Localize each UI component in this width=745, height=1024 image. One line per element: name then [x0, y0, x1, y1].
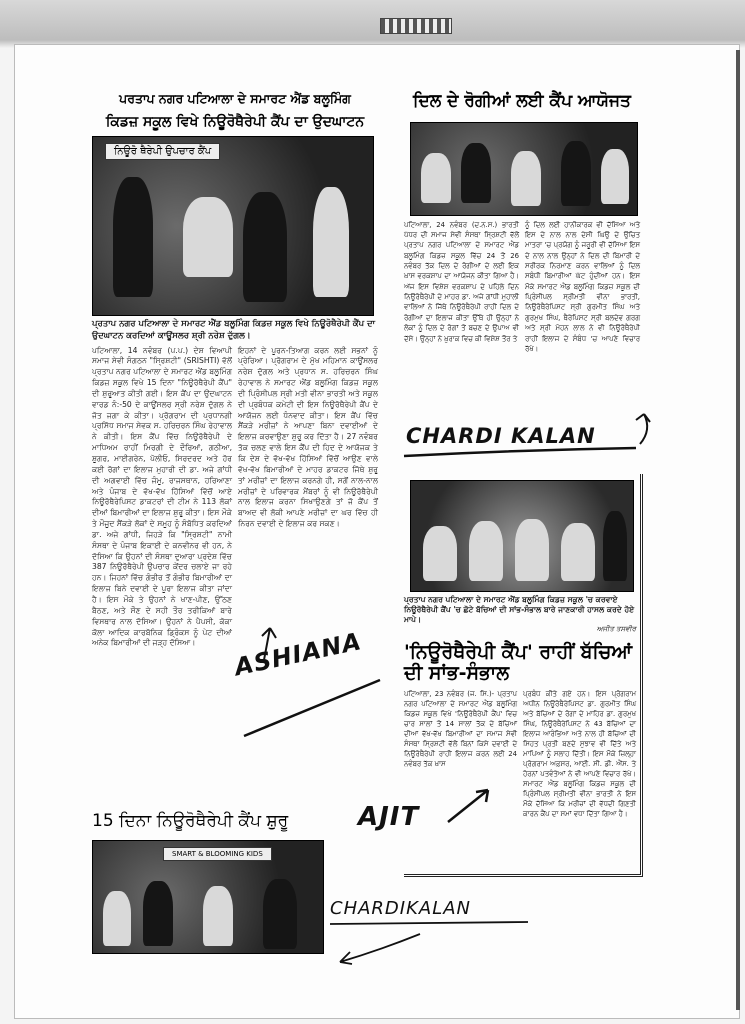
- article-1-caption: ਪ੍ਰਤਾਪ ਨਗਰ ਪਟਿਆਲਾ ਦੇ ਸਮਾਰਟ ਐਂਡ ਬਲੂਮਿੰਗ ਕਿਡਜ਼ ਸਕੂਲ ਵਿਖੇ ਨਿਊਰੋਥੈਰੇਪੀ ਕੈਂਪ ਦਾ ਉਦਘਾਟਨ ਕਰਦਿਆਂ ਕਾਊਂਸਲਰ ਸ਼੍ਰੀ ਨਰੇਸ਼ ਦੁੱਗਲ।: [92, 319, 376, 341]
- article-2-column-1: ਪਟਿਆਲਾ, 24 ਨਵੰਬਰ (ਦ.ਨ.ਸ.) ਭਾਰਤੀ ਪੱਧਰ ਦੀ ਸਮਾਜ ਸੇਵੀ ਸੰਸਥਾ ਸ੍ਰਿਸ਼ਟੀ ਵੱਲੋਂ ਪ੍ਰਤਾਪ ਨਗਰ ਪਟਿਆਲਾ ਦੇ ਸਮਾਰਟ ਐਂਡ ਬਲੂਮਿੰਗ ਕਿਡਜ਼ ਸਕੂਲ ਵਿੱਚ 24 ਤੋਂ 26 ਨਵੰਬਰ ਤੱਕ ਦਿਲ ਦੇ ਰੋਗੀਆਂ ਦੇ ਲਈ ਇਕ ਖ਼ਾਸ ਵਰਕਸ਼ਾਪ ਦਾ ਆਯੋਜਨ ਕੀਤਾ ਗਿਆ ਹੈ। ਅੱਜ ਇਸ ਵਿਸ਼ੇਸ਼ ਵਰਕਸ਼ਾਪ ਦੇ ਪਹਿਲੇ ਦਿਨ ਨਿਊਰੋਥੈਰੇਪੀ ਦੇ ਮਾਹਰ ਡਾ. ਅਜੇ ਗਾਂਧੀ ਮੁਹਾਲੀ ਵਾਲਿਆਂ ਨੇ ਜਿੱਥੇ ਨਿਊਰੋਥੈਰੇਪੀ ਰਾਹੀਂ ਦਿਲ ਦੇ ਰੋਗੀਆਂ ਦਾ ਇਲਾਜ ਕੀਤਾ ਉੱਥੇ ਹੀ ਉਨ੍ਹਾਂ ਨੇ ਲੋਕਾਂ ਨੂੰ ਦਿਲ ਦੇ ਰੋਗਾਂ ਤੋਂ ਬਚਣ ਦੇ ਉਪਾਅ ਵੀ ਦੱਸੇ। ਉਨ੍ਹਾਂ ਨੇ ਖ਼ੁਰਾਕ ਵਿਚ ਕੀ ਵਿਸ਼ੇਸ਼ ਤੌਰ ਤੇ: [404, 220, 519, 343]
- article-1-body: [92, 346, 378, 650]
- handwritten-label-ashiana: ASHIANA: [232, 627, 365, 682]
- photo-person: [103, 891, 131, 946]
- article-1-column-1: ਪਟਿਆਲਾ, 14 ਨਵੰਬਰ (ਪ.ਪ.) ਦੇਸ਼ ਵਿਆਪੀ ਸਮਾਜ ਸੇਵੀ ਸੰਗਠਨ "ਸ੍ਰਿਸ਼ਟੀ" (SRISHTI) ਵੱਲੋਂ ਪ੍ਰਤਾਪ ਨਗਰ ਪਟਿਆਲਾ ਦੇ ਸਮਾਰਟ ਐਂਡ ਬਲੂਮਿੰਗ ਕਿਡਜ਼ ਸਕੂਲ ਵਿਖੇ 15 ਦਿਨਾ "ਨਿਊਰੋਥੈਰੇਪੀ ਕੈਂਪ" ਦੀ ਸ਼ੁਰੂਆਤ ਕੀਤੀ ਗਈ। ਇਸ ਕੈਂਪ ਦਾ ਉਦਘਾਟਨ ਵਾਰਡ ਨੰ:-50 ਦੇ ਕਾਊਂਸਲਰ ਸ੍ਰੀ ਨਰੇਸ਼ ਦੁੱਗਲ ਨੇ ਜੋਤ ਜਗਾ ਕੇ ਕੀਤਾ। ਪ੍ਰੋਗਰਾਮ ਦੀ ਪ੍ਰਧਾਨਗੀ ਪ੍ਰਸਿੱਧ ਸਮਾਜ ਸੇਵਕ ਸ. ਹਰਿਚਰਨ ਸਿੰਘ ਰੇਹਾਵਾਲ ਨੇ ਕੀਤੀ। ਇਸ ਕੈਂਪ ਵਿੱਚ ਨਿਊਰੋਥੈਰੇਪੀ ਦੇ ਮਾਧਿਅਮ ਰਾਹੀਂ ਮਿਰਗੀ ਦੇ ਦੌਰਿਆਂ, ਗਠੀਆ, ਸ਼ੂਗਰ, ਮਾਈਗਰੇਨ, ਪੋਲੀਓ, ਸਿਰਦਰਦ ਅਤੇ ਹੋਰ ਕਈ ਰੋਗਾਂ ਦਾ ਇਲਾਜ ਮੁਹਾਰੀ ਦੀ ਡਾ. ਅਜੇ ਗਾਂਧੀ ਦੀ ਅਗਵਾਈ ਵਿੱਚ ਜੰਮੂ, ਰਾਜਸਥਾਨ, ਹਰਿਆਣਾ ਅਤੇ ਪੰਜਾਬ ਦੇ ਵੱਖ-ਵੱਖ ਹਿੱਸਿਆਂ ਵਿੱਚੋਂ ਆਏ ਨਿਊਰੋਥੈਰੇਪਿਸਟ ਡਾਕਟਰਾਂ ਦੀ ਟੀਮ ਨੇ 113 ਲੋਕਾਂ ਦੀਆਂ ਬਿਮਾਰੀਆਂ ਦਾ ਇਲਾਜ ਸ਼ੁਰੂ ਕੀਤਾ। ਇਸ ਮੌਕੇ ਤੇ ਮੌਜੂਦ ਸੈਂਕੜੇ ਲੋਕਾਂ ਦੇ ਸਮੂਹ ਨੂੰ ਸੰਬੋਧਿਤ ਕਰਦਿਆਂ ਡਾ. ਅਜੇ ਗਾਂਧੀ, ਜਿਹੜੇ ਕਿ "ਸ੍ਰਿਸ਼ਟੀ" ਨਾਮੀ ਸੰਸਥਾ ਦੇ ਪੰਜਾਬ ਇਕਾਈ ਦੇ ਕਨਵੀਨਰ ਵੀ ਹਨ, ਨੇ ਦੱਸਿਆ ਕਿ ਉਹਨਾਂ ਦੀ ਸੰਸਥਾ ਦੁਆਰਾ ਪ੍ਰਦੇਸ਼ ਵਿੱਚ 387 ਨਿਊਰੋਥੈਰੇਪੀ ਉਪਚਾਰ ਕੇਂਦਰ ਚਲਾਏ ਜਾ ਰਹੇ ਹਨ। ਜਿਹਨਾਂ ਵਿੱਚ ਗੰਭੀਰ ਤੋਂ ਗੰਭੀਰ ਬਿਮਾਰੀਆਂ ਦਾ ਇਲਾਜ ਬਿਨੇ ਦਵਾਈ ਦੇ ਪੂਰਾ ਇਲਾਜ ਕੀਤਾ ਜਾਂਦਾ ਹੈ। ਇਸ ਮੌਕੇ ਤੇ ਉਹਨਾਂ ਨੇ ਖਾਣ-ਪੀਣ, ਉੱਠਣ ਬੈਠਣ, ਅਤੇ ਸੌਣ ਦੇ ਸਹੀ ਤੌਰ ਤਰੀਕਿਆਂ ਬਾਰੇ ਵਿਸਥਾਰ ਨਾਲ ਦੱਸਿਆ। ਉਹਨਾਂ ਨੇ ਪੈਪਸੀ, ਕੋਕਾ ਕੋਲਾ ਆਦਿਕ ਕਾਰਬੋਨਿਕ ਡ੍ਰਿੰਕਸ ਨੂੰ ਪੇਟ ਦੀਆਂ ਅਨੇਕ ਬਿਮਾਰੀਆਂ ਦੀ ਜੜ੍ਹ ਦੱਸਿਆ।: [92, 345, 232, 648]
- article-3-photo: [410, 480, 634, 592]
- photo-person: [601, 149, 629, 204]
- photo-person: [263, 879, 297, 949]
- photo-person: [203, 886, 233, 946]
- photo-person: [423, 526, 457, 581]
- handwritten-label-chardi-kalan: CHARDI KALAN: [406, 424, 596, 448]
- photo-person: [603, 511, 627, 581]
- article-1-headline-top: ਪਰਤਾਪ ਨਗਰ ਪਟਿਆਲਾ ਦੇ ਸਮਾਰਟ ਐਂਡ ਬਲੂਮਿੰਗ: [119, 91, 351, 106]
- article-heart-patients-camp: [404, 92, 640, 416]
- article-3-column-1: ਪਟਿਆਲਾ, 23 ਨਵੰਬਰ (ਜ. ਸਿ.)- ਪ੍ਰਤਾਪ ਨਗਰ ਪਟਿਆਲਾ ਦੇ ਸਮਾਰਟ ਐਂਡ ਬਲੂਮਿੰਗ ਕਿਡਜ਼ ਸਕੂਲ ਵਿਖੇ 'ਨਿਊਰੋਥੈਰੇਪੀ ਕੈਂਪ' ਵਿਚ ਚਾਰ ਸਾਲਾਂ ਤੋਂ 14 ਸਾਲਾਂ ਤੱਕ ਦੇ ਬੱਚਿਆਂ ਦੀਆਂ ਵੱਖ-ਵੱਖ ਬਿਮਾਰੀਆਂ ਦਾ ਸਮਾਜ ਸੇਵੀ ਸੰਸਥਾ ਸ੍ਰਿਸ਼ਟੀ ਵੱਲੋਂ ਬਿਨਾਂ ਕਿਸੇ ਦਵਾਈ ਦੇ ਨਿਊਰੋਥੈਰੇਪੀ ਰਾਹੀਂ ਇਲਾਜ ਕਰਨ ਲਈ 24 ਨਵੰਬਰ ਤੱਕ ਖ਼ਾਸ: [404, 690, 517, 769]
- article-3-column-2: ਪ੍ਰਬੰਧ ਕੀਤੇ ਗਏ ਹਨ। ਇਸ ਪ੍ਰੋਗਰਾਮ ਅਧੀਨ ਨਿਊਰੋਥੈਰੇਪਿਸਟ ਡਾ. ਗੁਰਮੀਤ ਸਿੰਘ ਅਤੇ ਬੱਚਿਆਂ ਦੇ ਰੋਗਾਂ ਦੇ ਮਾਹਿਰ ਡਾ. ਗੁਰਮੁਖ ਸਿੰਘ, ਨਿਊਰੋਥੈਰੇਪਿਸਟ ਨੇ 43 ਬੱਚਿਆਂ ਦਾ ਇਲਾਜ ਆਰੰਭਿਆ ਅਤੇ ਨਾਲ ਹੀ ਬੱਚਿਆਂ ਦੀ ਸਿਹਤ ਪ੍ਰਤੀ ਬਣਦੇ ਸੁਝਾਵ ਵੀ ਦਿੱਤੇ ਅਤੇ ਮਾਪਿਆਂ ਨੂੰ ਸਲਾਹ ਦਿੱਤੀ। ਇਸ ਮੌਕੇ ਜ਼ਿਲ੍ਹਾ ਪ੍ਰੋਗਰਾਮ ਅਫ਼ਸਰ, ਆਈ. ਸੀ. ਡੀ. ਐੱਸ. ਤੇ ਹੋਰਨਾਂ ਪਤਵੰਤੇਆਂ ਨੇ ਵੀ ਆਪਣੇ ਵਿਚਾਰ ਰੱਖੇ। ਸਮਾਰਟ ਐਂਡ ਬਲੂਮਿੰਗ ਕਿਡਜ਼ ਸਕੂਲ ਦੀ ਪ੍ਰਿੰਸੀਪਲ ਸ੍ਰੀਮਤੀ ਵੀਨਾ ਭਾਰਤੀ ਨੇ ਇਸ ਮੌਕੇ ਦੱਸਿਆ ਕਿ ਮਰੀਜ਼ਾਂ ਦੀ ਵੱਧਦੀ ਗਿਣਤੀ ਕਾਰਨ ਕੈਂਪ ਦਾ ਸਮਾਂ ਵਧਾ ਦਿੱਤਾ ਗਿਆ ਹੈ।: [523, 690, 636, 819]
- page-edge: [736, 50, 740, 1010]
- article-1-headline-main: ਕਿਡਜ਼ ਸਕੂਲ ਵਿਖੇ ਨਿਊਰੋਥੈਰੇਪੀ ਕੈਂਪ ਦਾ ਉਦਘਾਟਨ: [105, 114, 365, 131]
- article-2-body: [404, 220, 640, 355]
- article-3-caption: ਪ੍ਰਤਾਪ ਨਗਰ ਪਟਿਆਲਾ ਦੇ ਸਮਾਰਟ ਐਂਡ ਬਲੂਮਿੰਗ ਕਿਡਜ਼ ਸਕੂਲ 'ਚ ਕਰਵਾਏ ਨਿਊਰੋਥੈਰੇਪੀ ਕੈਂਪ 'ਚ ਛੋਟੇ ਬੱਚਿਆਂ ਦੀ ਸਾਂਭ-ਸੰਭਾਲ ਬਾਰੇ ਜਾਣਕਾਰੀ ਹਾਸਲ ਕਰਦੇ ਹੋਏ ਮਾਪੇ।: [404, 595, 635, 624]
- photo-person: [243, 192, 287, 302]
- photo-person: [113, 177, 153, 297]
- binder-clip: [380, 18, 452, 34]
- photo-person: [561, 141, 591, 206]
- article-1-column-2: ਇਹਨਾਂ ਦੇ ਪੂਰਨ-ਤਿਆਗ ਕਰਨ ਲਈ ਸਭਨਾਂ ਨੂੰ ਪ੍ਰੇਰਿਆ। ਪ੍ਰੋਗਰਾਮ ਦੇ ਮੁੱਖ ਮਹਿਮਾਨ ਕਾਊਂਸਲਰ ਨਰੇਸ਼ ਦੁੱਗਲ ਅਤੇ ਪ੍ਰਧਾਨ ਸ. ਹਰਿਚਰਨ ਸਿੰਘ ਰੇਹਾਵਾਲ ਨੇ ਸਮਾਰਟ ਐਂਡ ਬਲੂਮਿੰਗ ਕਿਡਜ਼ ਸਕੂਲ ਦੀ ਪ੍ਰਿੰਸੀਪਲ ਸ੍ਰੀ ਮਤੀ ਵੀਨਾ ਭਾਰਤੀ ਅਤੇ ਸਕੂਲ ਦੀ ਪ੍ਰਬੰਧਕ ਕਮੇਟੀ ਦੀ ਇਸ ਨਿਊਰੋਥੈਰੇਪੀ ਕੈਂਪ ਦੇ ਆਯੋਜਨ ਲਈ ਧੰਨਵਾਦ ਕੀਤਾ। ਇਸ ਕੈਂਪ ਵਿੱਚ ਸੈਂਕੜੇ ਮਰੀਜ਼ਾਂ ਨੇ ਆਪਣਾ ਬਿਨਾ ਦਵਾਈਆਂ ਦੇ ਇਲਾਜ ਕਰਵਾਉਣਾ ਸ਼ੁਰੂ ਕਰ ਦਿੱਤਾ ਹੈ। 27 ਨਵੰਬਰ ਤੱਕ ਚਲਣ ਵਾਲੇ ਇਸ ਕੈਂਪ ਦੀ ਹਿਦ ਦੇ ਆਯੋਜਕ ਤੇ ਕਿ ਦੇਸ਼ ਦੇ ਵੱਖ-ਵੱਖ ਹਿੱਸਿਆਂ ਵਿੱਚੋਂ ਆਉਣ ਵਾਲੇ ਵੱਖ-ਵੱਖ ਬਿਮਾਰੀਆਂ ਦੇ ਮਾਹਰ ਡਾਕਟਰ ਜਿੱਥੇ ਸ਼ੁਰੂ ਤਾਂ ਮਰੀਜ਼ਾਂ ਦਾ ਇਲਾਜ ਕਰਨਗੇ ਹੀ, ਸਗੋਂ ਨਾਲ-ਨਾਲ ਮਰੀਜ਼ਾਂ ਦੇ ਪਰਿਵਾਰਕ ਮੈਂਬਰਾਂ ਨੂੰ ਵੀ ਨਿਊਰੋਥੈਰੇਪੀ ਨਾਲ ਇਲਾਜ ਕਰਨਾ ਸਿਖਾਉਣਗੇ ਤਾਂ ਜੋ ਕੈਂਪ ਤੋਂ ਬਾਅਦ ਵੀ ਲੋਕੀ ਆਪਣੇ ਮਰੀਜ਼ਾਂ ਦਾ ਘਰ ਵਿੱਚ ਹੀ ਨਿਰਨ ਦਵਾਈ ਦੇ ਇਲਾਜ ਕਰ ਸਕਣ।: [238, 345, 378, 529]
- article-3-headline: 'ਨਿਊਰੋਥੈਰੇਪੀ ਕੈਂਪ' ਰਾਹੀਂ ਬੱਚਿਆਂ ਦੀ ਸਾਂਭ-ਸੰਭਾਲ: [404, 640, 633, 685]
- photo-person: [515, 519, 549, 581]
- article-15-day-camp-starts: [92, 812, 332, 962]
- photo-person: [183, 197, 233, 277]
- article-1-photo: [92, 136, 374, 316]
- photo-person: [143, 881, 173, 946]
- article-4-headline: 15 ਦਿਨਾ ਨਿਊਰੋਥੈਰੇਪੀ ਕੈਂਪ ਸ਼ੁਰੂ: [92, 811, 289, 831]
- photo-person: [561, 523, 595, 581]
- photo-person: [469, 521, 503, 581]
- article-3-body: [404, 689, 636, 819]
- handwritten-label-ajit: AJIT: [358, 802, 420, 832]
- article-3-photo-credit: ਅਜੀਤ ਤਸਵੀਰ: [596, 624, 636, 633]
- photo-person: [511, 151, 541, 206]
- article-children-care-camp: [404, 474, 643, 877]
- photo-person: [421, 153, 451, 203]
- article-neurotherapy-camp-inauguration: [92, 92, 378, 782]
- article-2-headline: ਦਿਲ ਦੇ ਰੋਗੀਆਂ ਲਈ ਕੈਂਪ ਆਯੋਜਤ: [413, 91, 631, 111]
- article-4-photo: [92, 840, 324, 954]
- article-4-photo-banner: SMART & BLOOMING KIDS: [163, 847, 272, 861]
- article-2-column-2: ਨੂੰ ਦਿਲ ਲਈ ਹਾਨੀਕਾਰਕ ਵੀ ਦੱਸਿਆ ਅਤੇ ਇਸ ਦੇ ਨਾਲ ਨਾਲ ਦੇਸੀ ਘਿਉ ਦੇ ਉਚਿਤ ਮਾਤਰਾ 'ਚ ਪ੍ਰਯੋਗ ਨੂੰ ਜਰੂਰੀ ਵੀ ਦੱਸਿਆ ਇਸ ਦੇ ਨਾਲ ਨਾਲ ਉਨ੍ਹਾਂ ਨੇ ਦਿਲ ਦੀ ਬਿਮਾਰੀ ਦੇ ਸਰੀਰਕ ਨਿਰਮਾਣ ਕਰਨ ਵਾਲਿਆਂ ਨੂੰ ਦਿਲ ਸਬੰਧੀ ਬਿਮਾਰੀਆਂ ਘੱਟ ਹੁੰਦੀਆਂ ਹਨ। ਇਸ ਮੌਕੇ ਸਮਾਰਟ ਐਂਡ ਬਲੂਮਿੰਗ ਕਿਡਜ਼ ਸਕੂਲ ਦੀ ਪ੍ਰਿੰਸੀਪਲ ਸ੍ਰੀਮਤੀ ਵੀਨਾ ਭਾਰਤੀ, ਨਿਊਰੋਥੈਰੇਪਿਸਟ ਸ੍ਰੀ ਗੁਰਮੀਤ ਸਿੰਘ ਅਤੇ ਗੁਰਮੁਖ ਸਿੰਘ, ਥੈਰੇਪਿਸਟ ਸ੍ਰੀ ਬਲਦੇਵ ਗਰਗ ਅਤੇ ਸ੍ਰੀ ਮੋਹਨ ਲਾਲ ਨੇ ਵੀ ਨਿਊਰੋਥੈਰੇਪੀ ਰਾਹੀਂ ਇਲਾਜ ਦੇ ਸੰਬੰਧ 'ਚ ਆਪਣੇ ਵਿਚਾਰ ਰੱਖੇ।: [525, 220, 640, 353]
- handwritten-label-chardikalan: CHARDIKALAN: [330, 898, 472, 919]
- photo-person: [313, 187, 349, 297]
- photo-person: [461, 143, 491, 203]
- article-1-photo-banner: ਨਿਊਰੋ ਥੈਰੇਪੀ ਉਪਚਾਰ ਕੈਂਪ: [105, 143, 220, 160]
- article-2-photo: [410, 122, 638, 216]
